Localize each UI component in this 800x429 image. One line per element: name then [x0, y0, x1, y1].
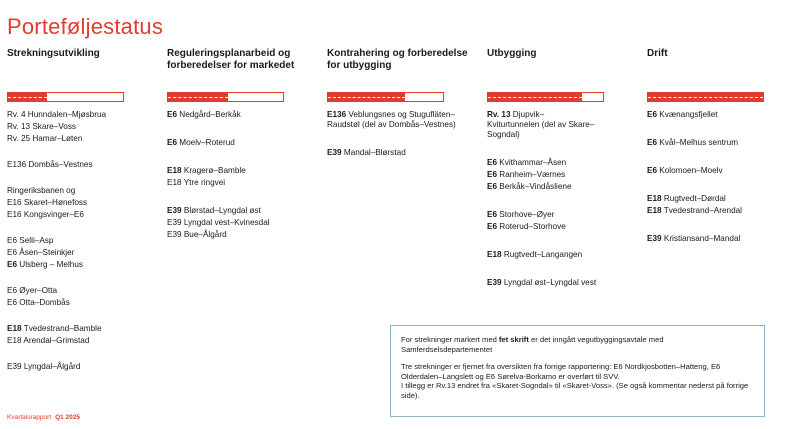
project-name: Berkåk–Vindåsliene — [497, 182, 572, 191]
project-item — [7, 160, 93, 170]
progress-bar — [327, 92, 444, 102]
project-item — [167, 178, 225, 188]
project-item — [7, 134, 82, 144]
project-item — [7, 298, 70, 308]
project-item — [487, 158, 566, 168]
project-item — [487, 120, 594, 130]
column-heading: Drift — [647, 48, 668, 59]
footer-quarter: Q1 2025 — [55, 414, 81, 421]
project-name: Veblungsnes og Stugufläten– — [346, 110, 455, 119]
project-name: E18 Arendal–Grimstad — [7, 336, 90, 345]
project-item — [487, 222, 566, 232]
project-road-number: E39 — [327, 148, 342, 157]
project-name: Rv. 13 Skare–Voss — [7, 122, 77, 131]
project-road-number: E6 — [487, 182, 498, 191]
project-item — [647, 138, 738, 148]
project-item — [487, 170, 565, 180]
column-strekningsutvikling — [7, 48, 157, 371]
project-road-number: E6 — [487, 170, 498, 179]
note-paragraph-2: Tre strekninger er fjernet fra oversikten fra forrige rapportering: E6 Nordkjosbotten–Hatteng, E6 Olderdalen–Langslett og E6 Sørelva-Borkamo er overført til SVV. — [401, 362, 721, 381]
project-item — [487, 278, 596, 288]
note-line-1 — [401, 335, 754, 354]
project-name: E18 Ytre ringvei — [167, 178, 226, 187]
project-name: Djupvik– — [510, 110, 545, 119]
project-name: Kvål–Melhus sentrum — [657, 138, 739, 147]
project-name: Sogndal) — [487, 130, 520, 139]
project-item — [487, 110, 544, 120]
note-paragraph-3: I tillegg er Rv.13 endret fra «Skaret-Sogndal» til «Skaret-Voss». (Se også kommentar nederst på forrige side). — [401, 381, 749, 400]
project-name: Rugtvedt–Dørdal — [661, 194, 726, 203]
project-road-number: E6 — [167, 138, 178, 147]
project-item — [327, 148, 406, 158]
project-name: Kragerø–Bamble — [181, 166, 246, 175]
project-item — [7, 110, 106, 120]
project-name: Kvithammar–Åsen — [497, 158, 567, 167]
project-road-number: E6 — [647, 166, 658, 175]
project-name: E6 Otta–Dombås — [7, 298, 70, 307]
project-road-number: E39 — [487, 278, 502, 287]
project-item — [7, 324, 102, 334]
project-name: Kristiansand–Mandal — [661, 234, 741, 243]
footer-report: Kvartalsrapport — [7, 414, 52, 421]
project-name: Nedgård–Berkåk — [177, 110, 241, 119]
project-name: E39 Lyngdal–Ålgård — [7, 362, 81, 371]
project-name: Rugtvedt–Langangen — [501, 250, 583, 259]
project-name: E39 Lyngdal vest–Kvinesdal — [167, 218, 270, 227]
project-name: E16 Kongsvinger–E6 — [7, 210, 84, 219]
project-name: Rv. 25 Hamar–Løten — [7, 134, 83, 143]
column-heading: Strekningsutvikling — [7, 48, 100, 59]
project-item — [487, 210, 554, 220]
project-item — [7, 122, 76, 132]
project-name: Mandal–Blørstad — [341, 148, 406, 157]
note-line-1-post: er det inngått vegutbyggingsavtale med Samferdselsdepartementet — [401, 335, 664, 354]
project-name: Moelv–Roterud — [177, 138, 235, 147]
project-item — [167, 110, 241, 120]
project-item — [7, 286, 57, 296]
footer — [7, 414, 80, 421]
project-item — [487, 250, 582, 260]
project-road-number: E18 — [647, 206, 662, 215]
project-item — [7, 198, 87, 208]
project-item — [647, 234, 740, 244]
column-kontrahering — [327, 48, 477, 157]
column-heading: Utbygging — [487, 48, 537, 59]
project-item — [647, 194, 726, 204]
project-road-number: E6 — [647, 110, 658, 119]
project-name: Ulsberg – Melhus — [17, 260, 83, 269]
project-name: Storhove–Øyer — [497, 210, 555, 219]
project-item — [7, 236, 53, 246]
project-item — [167, 166, 246, 176]
project-road-number: E18 — [647, 194, 662, 203]
project-road-number: E39 — [647, 234, 662, 243]
note-line-1-bold: fet skrift — [498, 335, 529, 344]
project-road-number: E18 — [167, 166, 182, 175]
project-road-number: E6 — [647, 138, 658, 147]
progress-bar — [167, 92, 284, 102]
project-item — [7, 362, 80, 372]
note-line-1-pre: For strekninger markert med — [401, 335, 499, 344]
project-item — [167, 218, 270, 228]
page-title: Porteføljestatus — [7, 14, 164, 39]
project-name: Kolomoen–Moelv — [657, 166, 723, 175]
project-road-number: E6 — [487, 222, 498, 231]
progress-bar — [7, 92, 124, 102]
project-item — [327, 110, 455, 120]
project-item — [647, 110, 718, 120]
note-box — [390, 325, 765, 417]
project-name: Rv. 4 Hunndalen–Mjøsbrua — [7, 110, 107, 119]
column-utbygging — [487, 48, 637, 287]
project-item — [7, 210, 84, 220]
project-item — [7, 336, 89, 346]
project-name: E136 Dombås–Vestnes — [7, 160, 93, 169]
project-item — [647, 166, 723, 176]
project-road-number: E39 — [167, 206, 182, 215]
project-road-number: E6 — [487, 158, 498, 167]
project-name: E6 Øyer–Otta — [7, 286, 58, 295]
project-name: Tvedestrand–Bamble — [21, 324, 102, 333]
project-item — [7, 260, 83, 270]
project-road-number: E6 — [167, 110, 178, 119]
column-heading: Reguleringsplanarbeid og forberedelser for markedet — [167, 48, 295, 71]
project-road-number: Rv. 13 — [487, 110, 511, 119]
project-name: Kvænangsfjellet — [657, 110, 718, 119]
project-name: Roterud–Storhove — [497, 222, 566, 231]
project-road-number: E136 — [327, 110, 347, 119]
project-item — [487, 130, 520, 140]
column-reguleringsplanarbeid — [167, 48, 317, 239]
project-road-number: E18 — [487, 250, 502, 259]
project-item — [7, 248, 74, 258]
project-name: Tvedestrand–Arendal — [661, 206, 742, 215]
project-item — [167, 138, 235, 148]
project-item — [647, 206, 742, 216]
project-name: E6 Åsen–Steinkjer — [7, 248, 75, 257]
project-item — [167, 230, 227, 240]
project-road-number: E6 — [487, 210, 498, 219]
project-item — [167, 206, 261, 216]
project-name: Ringeriksbanen og — [7, 186, 76, 195]
progress-bar — [487, 92, 604, 102]
project-item — [7, 186, 75, 196]
project-item — [487, 182, 572, 192]
project-name: Blørstad–Lyngdal øst — [181, 206, 261, 215]
project-name: Kviturtunnelen (del av Skare– — [487, 120, 595, 129]
project-name: Lyngdal øst–Lyngdal vest — [501, 278, 597, 287]
project-road-number: E6 — [7, 260, 18, 269]
project-road-number: E18 — [7, 324, 22, 333]
project-name: Raudstøl (del av Dombås–Vestnes) — [327, 120, 456, 129]
project-name: E16 Skaret–Hønefoss — [7, 198, 88, 207]
progress-bar — [647, 92, 764, 102]
project-item — [327, 120, 456, 130]
project-name: E39 Bue–Ålgård — [167, 230, 227, 239]
column-heading: Kontrahering og forberedelse for utbygging — [327, 48, 468, 71]
project-name: E6 Selli–Asp — [7, 236, 54, 245]
project-name: Ranheim–Værnes — [497, 170, 566, 179]
column-drift — [647, 48, 797, 243]
